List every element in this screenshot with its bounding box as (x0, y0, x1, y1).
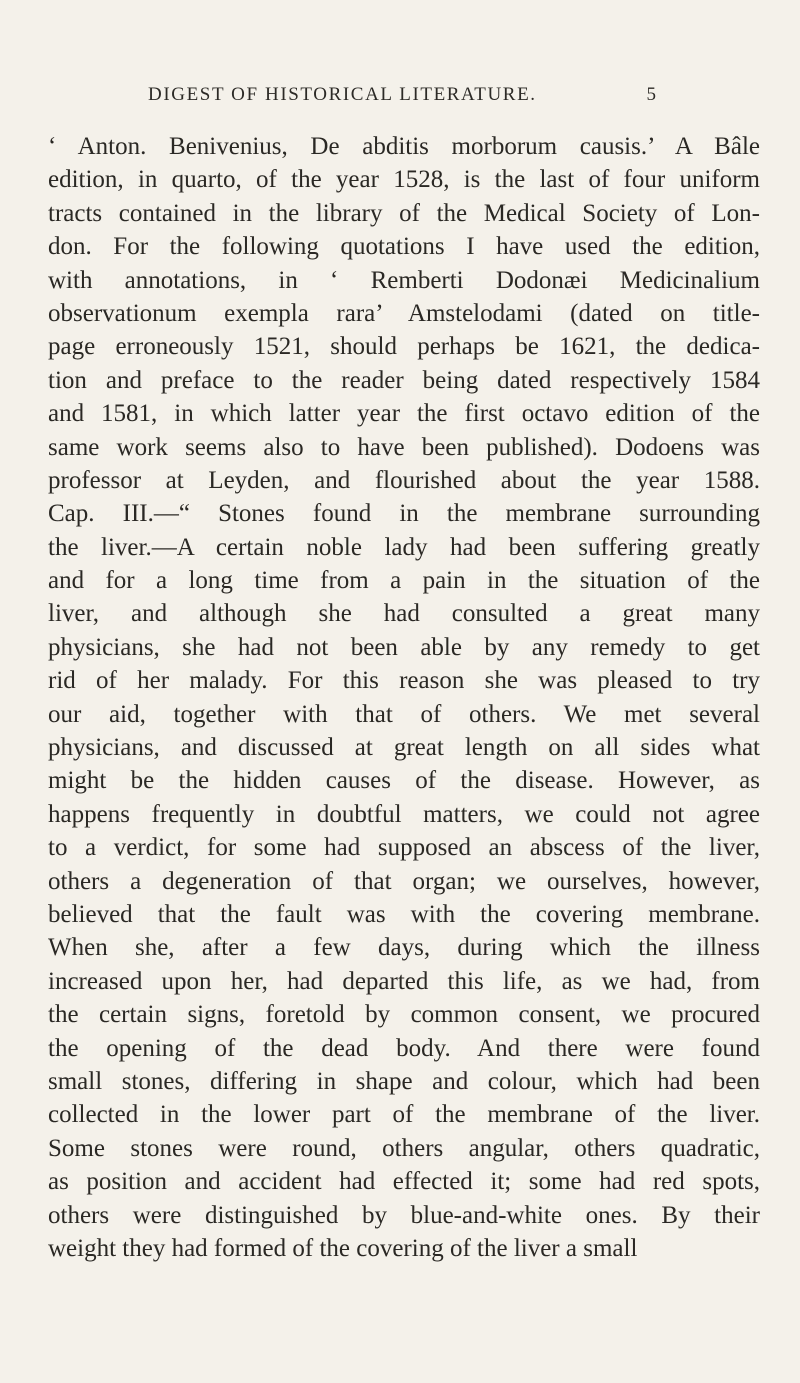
text-line: to a verdict, for some had supposed an abscess of the liver, (48, 834, 760, 862)
text-line: increased upon her, had departed this life, as we had, from (48, 967, 760, 995)
text-line: as position and accident had effected it; some had red spots, (48, 1168, 760, 1196)
text-line: small stones, differing in shape and colour, which had been (48, 1067, 760, 1095)
page-number: 5 (646, 84, 656, 105)
text-line: liver, and although she had consulted a great many (48, 600, 760, 628)
text-line: collected in the lower part of the membrane of the liver. (48, 1101, 760, 1129)
text-line: the liver.—A certain noble lady had been suffering greatly (48, 533, 760, 561)
text-line: the certain signs, foretold by common consent, we procured (48, 1001, 760, 1029)
text-line: physicians, she had not been able by any remedy to get (48, 633, 760, 661)
text-line: tion and preface to the reader being dated respectively 1584 (48, 366, 760, 394)
text-line: physicians, and discussed at great length on all sides what (48, 734, 760, 762)
running-head (148, 84, 656, 114)
text-line: the opening of the dead body. And there were found (48, 1034, 760, 1062)
text-line: tracts contained in the library of the Medical Society of Lon- (48, 199, 760, 227)
text-line: ‘ Anton. Benivenius, De abditis morborum causis.’ A Bâle (48, 133, 760, 160)
body-text (48, 130, 760, 1265)
text-line: page erroneously 1521, should perhaps be 1621, the dedica- (48, 333, 760, 361)
text-line: others a degeneration of that organ; we ourselves, however, (48, 867, 760, 895)
text-line: with annotations, in ‘ Remberti Dodonæi Medicinalium (48, 266, 760, 294)
text-line: weight they had formed of the covering of the liver a small (48, 1234, 638, 1262)
text-line: our aid, together with that of others. We met several (48, 700, 760, 728)
text-line: rid of her malady. For this reason she was pleased to try (48, 667, 760, 695)
running-title: DIGEST OF HISTORICAL LITERATURE. (148, 84, 537, 105)
text-line: Cap. III.—“ Stones found in the membrane surrounding (48, 500, 760, 528)
text-line: When she, after a few days, during which the illness (48, 934, 760, 962)
text-line: professor at Leyden, and flourished about the year 1588. (48, 466, 760, 494)
text-line: and for a long time from a pain in the situation of the (48, 567, 760, 595)
text-line: might be the hidden causes of the disease. However, as (48, 767, 760, 795)
text-line: edition, in quarto, of the year 1528, is the last of four uniform (48, 166, 760, 194)
text-line: same work seems also to have been published). Dodoens was (48, 433, 760, 461)
text-line: observationum exempla rara’ Amstelodami (dated on title- (48, 299, 760, 327)
text-line: happens frequently in doubtful matters, we could not agree (48, 800, 760, 828)
text-line: Some stones were round, others angular, others quadratic, (48, 1134, 760, 1162)
text-line: and 1581, in which latter year the first octavo edition of the (48, 400, 760, 428)
text-line: others were distinguished by blue-and-white ones. By their (48, 1201, 760, 1229)
text-line: believed that the fault was with the covering membrane. (48, 900, 760, 928)
text-line: don. For the following quotations I have used the edition, (48, 233, 760, 261)
